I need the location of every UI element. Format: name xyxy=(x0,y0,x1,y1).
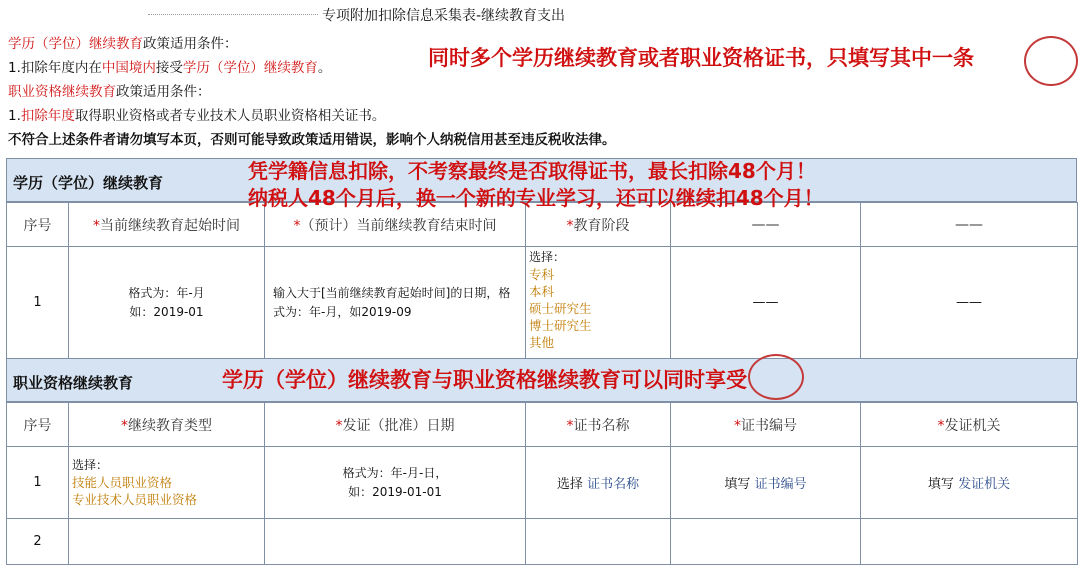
note-line-5-warning: 不符合上述条件者请勿填写本页，否则可能导致政策适用错误，影响个人纳税信用甚至违反税收法律。 xyxy=(8,132,616,148)
issuer-field[interactable]: 填写 发证机关 xyxy=(861,447,1078,519)
table-row xyxy=(7,519,1078,565)
table-header-row xyxy=(7,403,1078,447)
option-bachelor[interactable]: 本科 xyxy=(529,284,555,299)
header-start-time: *当前继续教育起始时间 xyxy=(69,203,265,247)
header-seq: 序号 xyxy=(7,403,69,447)
issue-date-field[interactable]: 格式为：年-月-日， 如：2019-01-01 xyxy=(265,447,526,519)
page-title: 专项附加扣除信息采集表-继续教育支出 xyxy=(322,8,566,24)
note-line-1: 学历（学位）继续教育政策适用条件： xyxy=(8,36,238,52)
header-end-time: *（预计）当前继续教育结束时间 xyxy=(265,203,526,247)
option-professional-qualification[interactable]: 专业技术人员职业资格 xyxy=(72,492,198,507)
header-cert-no: *证书编号 xyxy=(671,403,861,447)
header-edu-stage: *教育阶段 xyxy=(526,203,671,247)
cert-no-field[interactable]: 填写 证书编号 xyxy=(671,447,861,519)
header-issuer: *发证机关 xyxy=(861,403,1078,447)
header-seq: 序号 xyxy=(7,203,69,247)
end-time-field[interactable]: 输入大于[当前继续教育起始时间]的日期，格式为：年-月，如2019-09 xyxy=(265,247,526,359)
option-junior-college[interactable]: 专科 xyxy=(529,267,555,282)
note-line-2: 1.扣除年度内在中国境内接受学历（学位）继续教育。 xyxy=(8,60,332,76)
header-blank-1: —— xyxy=(671,203,861,247)
header-issue-date: *发证（批准）日期 xyxy=(265,403,526,447)
annotation-48-months: 凭学籍信息扣除，不考察最终是否取得证书，最长扣除48个月！ 纳税人48个月后，换一个新的专业学习，还可以继续扣48个月！ xyxy=(248,159,824,210)
cert-name-select[interactable]: 选择 证书名称 xyxy=(526,447,671,519)
annotation-one-entry: 同时多个学历继续教育或者职业资格证书，只填写其中一条 xyxy=(428,46,974,70)
professional-table xyxy=(6,402,1078,565)
row-seq: 1 xyxy=(7,447,69,519)
table-row xyxy=(7,447,1078,519)
edu-type-select[interactable]: 选择： 技能人员职业资格 专业技术人员职业资格 xyxy=(69,447,265,519)
option-other[interactable]: 其他 xyxy=(529,335,555,350)
start-time-field[interactable]: 格式为：年-月 如：2019-01 xyxy=(69,247,265,359)
note-line-4: 1.扣除年度取得职业资格或者专业技术人员职业资格相关证书。 xyxy=(8,108,386,124)
option-doctor[interactable]: 博士研究生 xyxy=(529,318,592,333)
blank-cell-1: —— xyxy=(671,247,861,359)
title-dots xyxy=(148,14,318,15)
note-line-3: 职业资格继续教育政策适用条件： xyxy=(8,84,211,100)
annotation-both-allowed: 学历（学位）继续教育与职业资格继续教育可以同时享受 xyxy=(222,368,747,392)
row-seq: 2 xyxy=(7,519,69,565)
section-header-professional: 职业资格继续教育 xyxy=(6,358,1077,402)
highlight-circle xyxy=(748,354,804,400)
header-blank-2: —— xyxy=(861,203,1078,247)
option-skill-qualification[interactable]: 技能人员职业资格 xyxy=(72,475,173,490)
option-master[interactable]: 硕士研究生 xyxy=(529,301,592,316)
empty-cell[interactable] xyxy=(671,519,861,565)
empty-cell[interactable] xyxy=(861,519,1078,565)
row-seq: 1 xyxy=(7,247,69,359)
blank-cell-2: —— xyxy=(861,247,1078,359)
title-row xyxy=(0,0,1079,28)
empty-cell[interactable] xyxy=(69,519,265,565)
academic-table xyxy=(6,202,1078,359)
highlight-circle xyxy=(1024,36,1078,86)
section-header-academic: 学历（学位）继续教育 xyxy=(6,158,1077,202)
table-row xyxy=(7,247,1078,359)
header-cert-name: *证书名称 xyxy=(526,403,671,447)
edu-stage-select[interactable]: 选择： 专科 本科 硕士研究生 博士研究生 其他 xyxy=(526,247,671,359)
header-edu-type: *继续教育类型 xyxy=(69,403,265,447)
empty-cell[interactable] xyxy=(265,519,526,565)
empty-cell[interactable] xyxy=(526,519,671,565)
